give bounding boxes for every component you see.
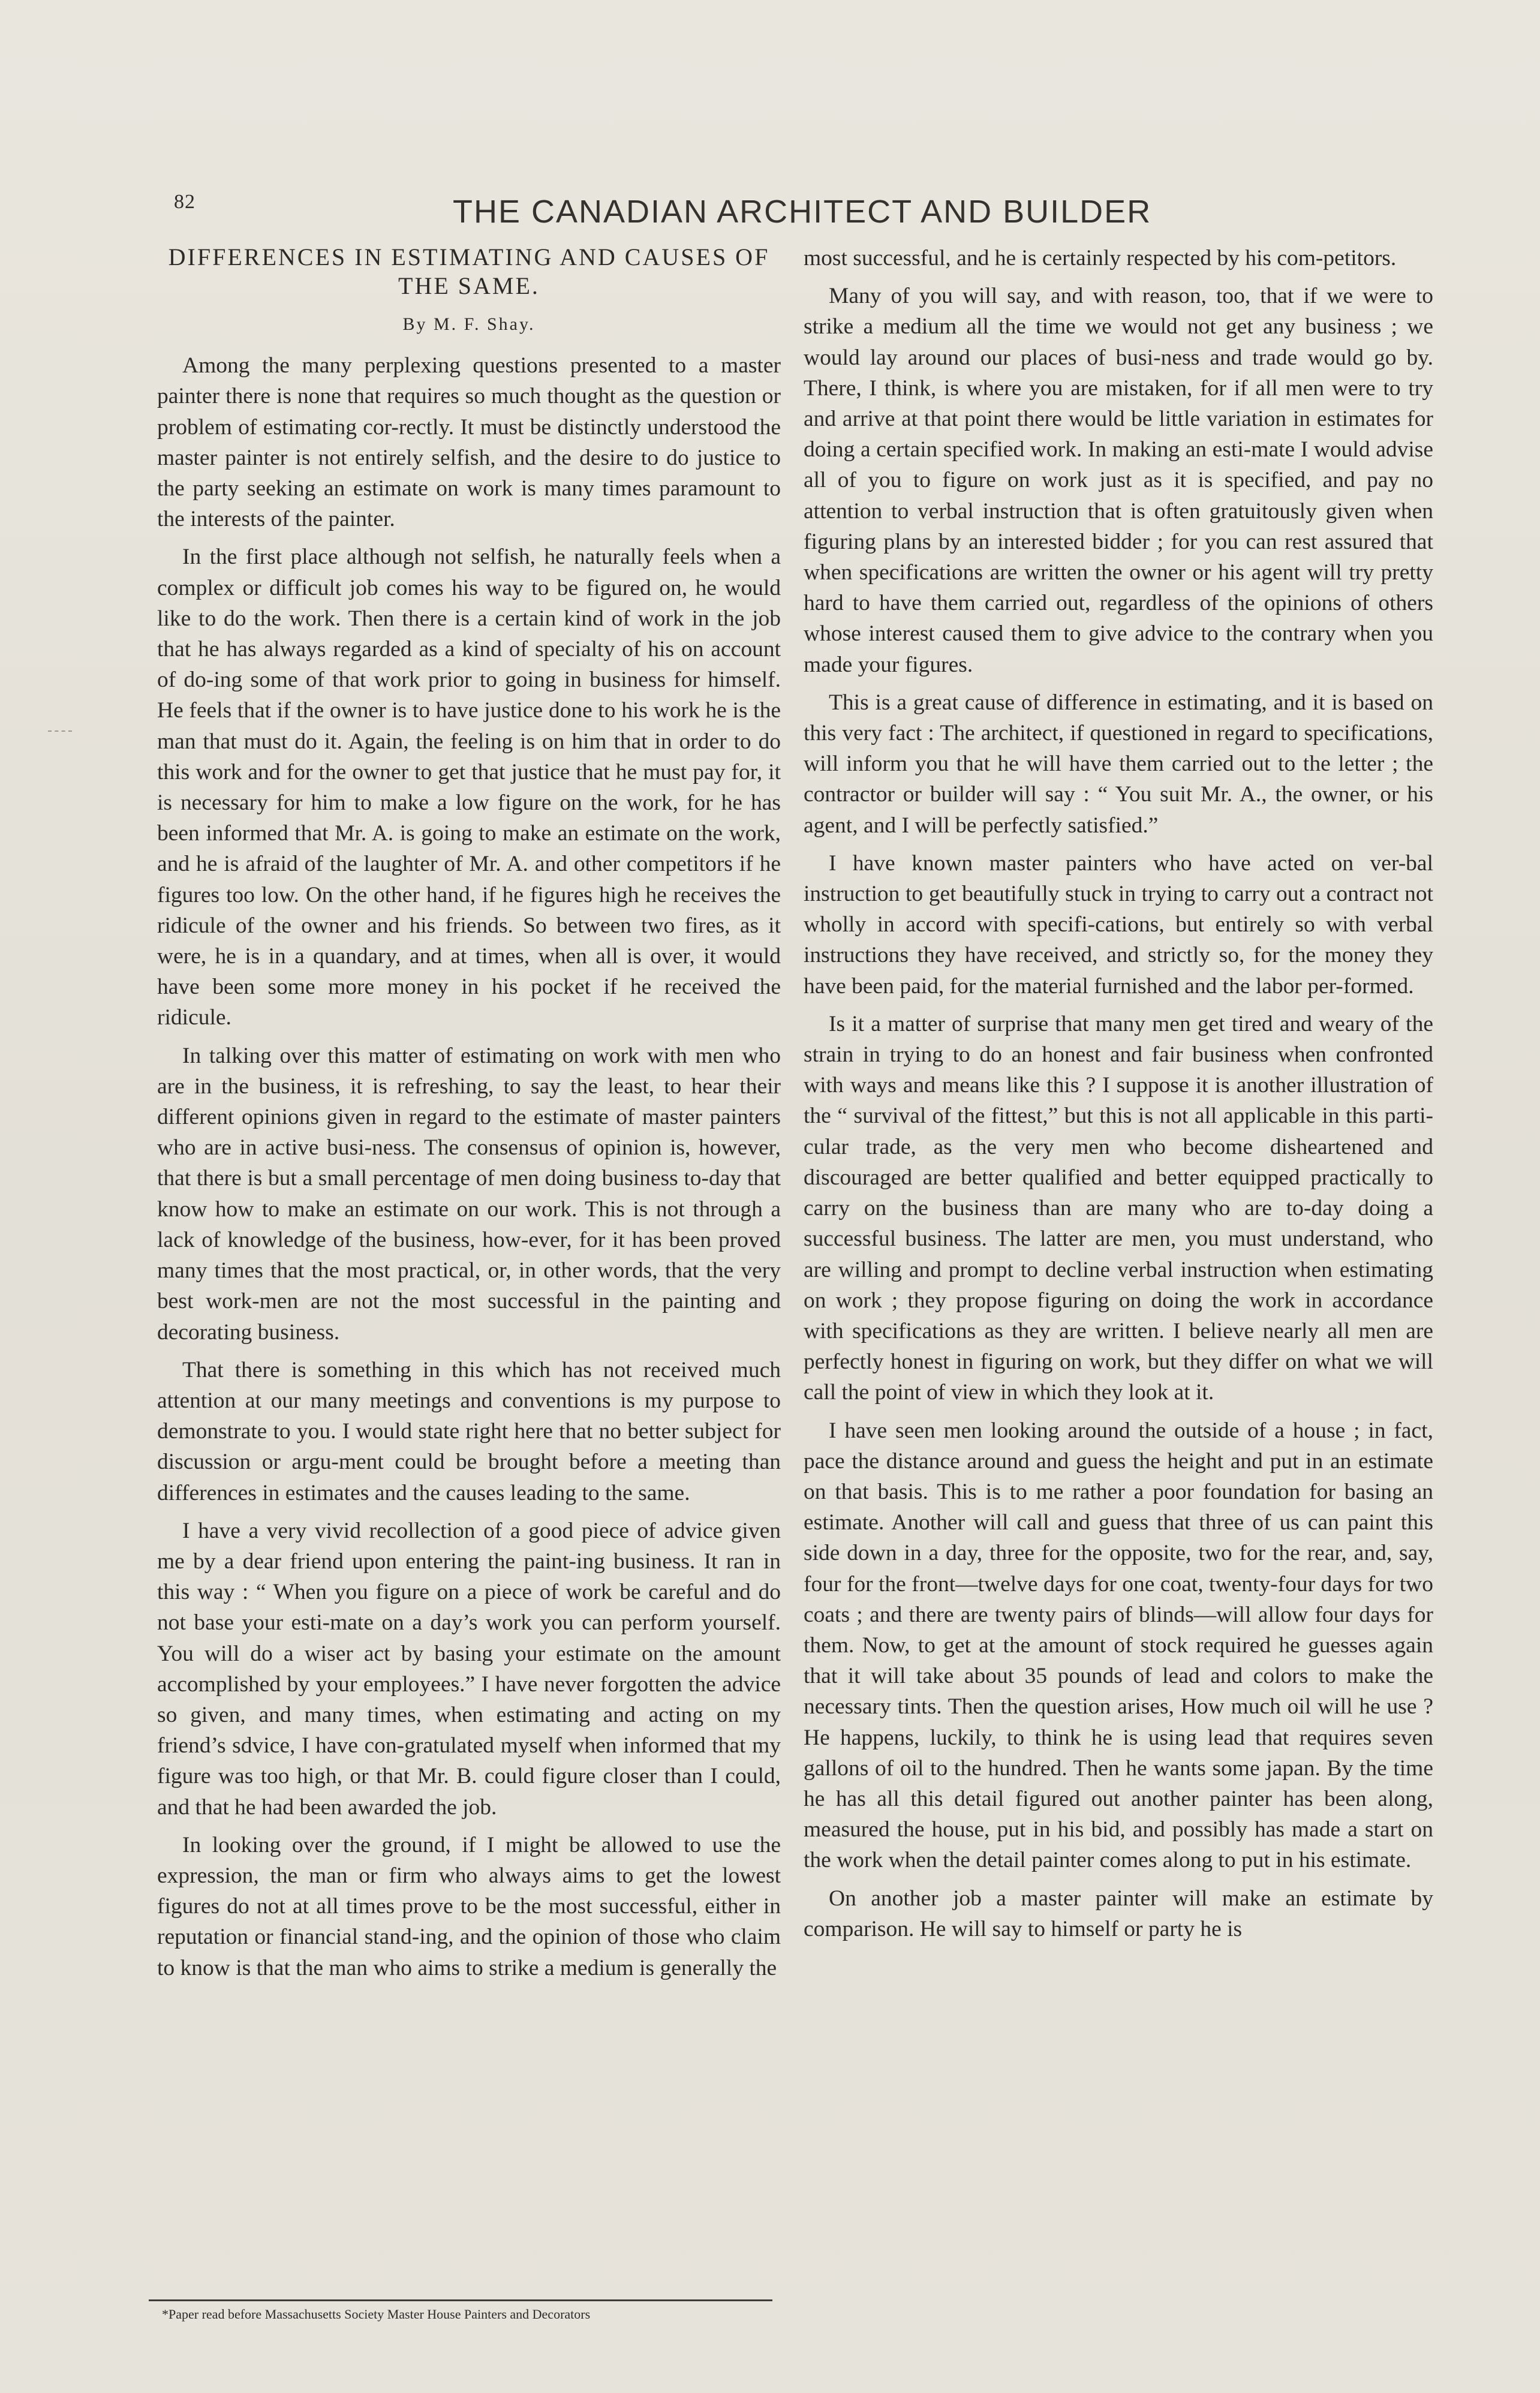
paragraph: In the first place although not selfish, he naturally feels when a complex or difficult job comes his way to be figured on, he would like to do the work. Then there is a certain kind of work in the job that he has always regarded as a kind of specialty of his on account of do-ing some of that work prior to going in business for himself. He feels that if the owner is to have justice done to his work he is the man that must do it. Again, the feeling is on him that in order to do this work and for the owner to get that justice that he must pay for, it is necessary for him to make a low figure on the work, for he has been informed that Mr. A. is going to make an estimate on the work, and he is afraid of the laughter of Mr. A. and other competitors if he figures too low. On the other hand, if he figures high he receives the ridicule of the owner and his friends. So between two fires, as it were, he is in a quandary, and at times, when all is over, it would have been some more money in his pocket if he received the ridicule. (157, 545, 781, 1030)
paragraph: I have a very vivid recollection of a good piece of advice given me by a dear friend upon entering the paint-ing business. It ran in this way : “ When you figure on a piece of work be careful and do not base your esti-mate on a day’s work you can perform yourself. You will do a wiser act by basing your estimate on the amount accomplished by your employees.” I have never forgotten the advice so given, and many times, when estimating and acting on my friend’s sdvice, I have con-gratulated myself when informed that my figure was too high, or that Mr. B. could figure closer than I could, and that he had been awarded the job. (157, 1518, 781, 1820)
paragraph: I have known master painters who have acted on ver-bal instruction to get beautifully stuck in trying to carry out a contract not wholly in accord with specifi-cations, but entirely so with verbal instructions they have received, and strictly so, for the money they have been paid, for the material furnished and the labor per-formed. (804, 850, 1433, 999)
paragraph: Among the many perplexing questions presented to a master painter there is none that requires so much thought as the question or problem of estimating cor-rectly. It must be distinctly understood the master painter is not entirely selfish, and the desire to do justice to the party seeking an estimate on work is many times paramount to the interests of the painter. (157, 353, 781, 532)
paragraph: In talking over this matter of estimating on work with men who are in the business, it is refreshing, to say the least, to hear their different opinions given in regard to the estimate of master painters who are in active busi-ness. The consensus of opinion is, however, that there is but a small percentage of men doing business to-day that know how to make an estimate on our work. This is not through a lack of knowledge of the business, how-ever, for it has been proved many times that the most practical, or, in other words, that the very best work-men are not the most successful in the painting and decorating business. (157, 1043, 781, 1345)
article-title: DIFFERENCES IN ESTIMATING AND CAUSES OF THE SAME. (168, 243, 770, 299)
paragraph: That there is something in this which has not received much attention at our many meetings and conventions is my purpose to demonstrate to you. I would state right here that no better subject for discussion or argu-ment could be brought before a meeting than differences in estimates and the causes leading to the same. (157, 1357, 781, 1505)
paragraph: I have seen men looking around the outside of a house ; in fact, pace the distance around and guess the height and put in an estimate on that basis. This is to me rather a poor foundation for basing an estimate. Another will call and guess that three of us can paint this side down in a day, three for the opposite, two for the rear, and, say, four for the front—twelve days for one coat, twenty-four days for two coats ; and there are twenty pairs of blinds—will allow four days for them. Now, to get at the amount of stock required he guesses again that it will take about 35 pounds of lead and colors to make the necessary tints. Then the question arises, How much oil will he use ? He happens, luckily, to think he is using lead that requires seven gallons of oil to the hundred. Then he wants some japan. By the time he has all this detail figured out another painter has been along, measured the house, put in his bid, and possibly has made a start on the work when the detail painter comes along to put in his estimate. (804, 1418, 1433, 1873)
journal-masthead: THE CANADIAN ARCHITECT AND BUILDER (453, 194, 1152, 230)
right-column (804, 243, 1433, 1952)
page-number: 82 (174, 191, 195, 213)
article-byline: By M. F. Shay. (402, 314, 536, 334)
paragraph-continued: most successful, and he is certainly respected by his com-petitors. (804, 246, 1397, 270)
paragraph: This is a great cause of difference in estimating, and it is based on this very fact : The architect, if questioned in regard to specifications, will inform you that he will have them carried out to the letter ; the contractor or builder will say : “ You suit Mr. A., the owner, or his agent, and I will be perfectly satisfied.” (804, 690, 1433, 838)
paragraph: In looking over the ground, if I might be allowed to use the expression, the man or firm who always aims to get the lowest figures do not at all times prove to be the most successful, either in reputation or financial stand-ing, and the opinion of those who claim to know is that the man who aims to strike a medium is generally the (157, 1832, 781, 1980)
paragraph: On another job a master painter will make an estimate by comparison. He will say to himself or party he is (804, 1886, 1433, 1941)
footnote: *Paper read before Massachusetts Society Master House Painters and Decorators (162, 2307, 591, 2322)
paragraph: Many of you will say, and with reason, too, that if we were to strike a medium all the time we would not get any business ; we would lay around our places of busi-ness and trade would go by. There, I think, is where you are mistaken, for if all men were to try and arrive at that point there would be little variation in estimates for doing a certain specified work. In making an esti-mate I would advise all of you to figure on work just as it is specified, and pay no attention to verbal instruction that is often gratuitously given when figuring plans by an interested bidder ; for you can rest assured that when specifications are written the owner or his agent will try pretty hard to have them carried out, regardless of the opinions of others whose interest caused them to give advice to the contrary when you made your figures. (804, 284, 1433, 677)
footnote-rule (149, 2299, 772, 2301)
margin-mark (48, 730, 72, 732)
paragraph: Is it a matter of surprise that many men get tired and weary of the strain in trying to do an honest and fair business when confronted with ways and means like this ? I suppose it is another illustration of the “ survival of the fittest,” but this is not all applicable in this parti-cular trade, as the very men who become disheartened and discouraged are better qualified and better equipped practically to carry on the business than are many who are to-day doing a successful business. The latter are men, you must understand, who are willing and prompt to decline verbal instruction when estimating on work ; they propose figuring on doing the work in accordance with specifications as they are written. I believe nearly all men are perfectly honest in figuring on work, but they differ on what we will call the point of view in which they look at it. (804, 1011, 1433, 1405)
left-column (157, 243, 781, 1991)
